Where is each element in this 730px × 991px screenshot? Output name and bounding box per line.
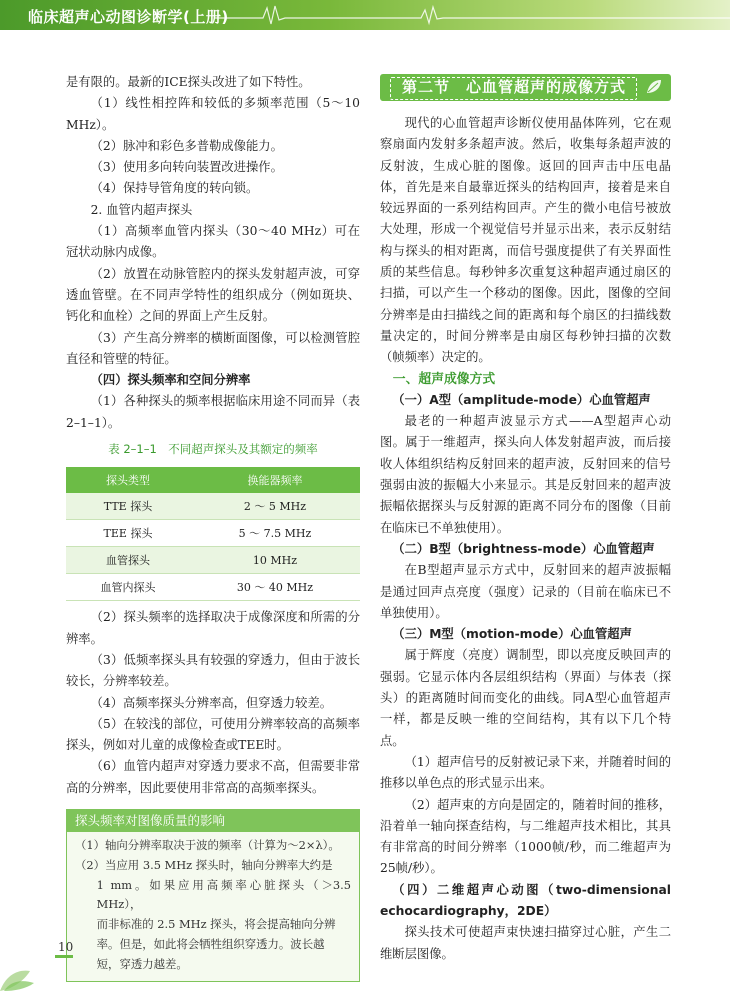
info-box-item: （1）轴向分辨率取决于波的频率（计算为～2×λ）。 [75, 838, 340, 853]
paragraph: （2）脉冲和彩色多普勒成像能力。 [90, 138, 283, 153]
subheading: （四）探头频率和空间分辨率 [90, 373, 251, 388]
table-cell: 5 ～ 7.5 MHz [190, 520, 360, 547]
table-cell: 30 ～ 40 MHz [190, 574, 360, 601]
info-box [66, 809, 360, 982]
paragraph: （1）超声信号的反射被记录下来，并随着时间的推移以单色点的形式显示出来。 [380, 754, 671, 791]
paragraph: （4）高频率探头分辨率高，但穿透力较差。 [90, 695, 333, 710]
table-header-cell: 探头类型 [66, 467, 190, 493]
paragraph: （5）在较浅的部位，可使用分辨率较高的高频率探头，例如对儿童的成像检查或TEE时。 [66, 716, 360, 753]
leaf-icon [645, 78, 663, 96]
paragraph: （1）各种探头的频率根据临床用途不同而异（表2–1–1）。 [66, 394, 360, 430]
subheading: （四）二维超声心动图（two-dimensional echocardiography，2DE） [380, 882, 671, 918]
paragraph: （3）产生高分辨率的横断面图像，可以检测管腔直径和管壁的特征。 [66, 330, 360, 366]
table-row [66, 520, 360, 547]
paragraph: 属于辉度（亮度）调制型，即以亮度反映回声的强弱。它显示体内各层组织结构（界面）与体表（探头）的距离随时间而变化的曲线。同A型心血管超声一样，都是反映一维的空间结构，其有以下几个特点。 [380, 648, 671, 748]
paragraph: 是有限的。最新的ICE探头改进了如下特性。 [66, 75, 311, 89]
table-header-cell: 换能器频率 [190, 467, 360, 493]
paragraph: 最老的一种超声波显示方式——A型超声心动图。属于一维超声，探头向人体发射超声波，而后接收人体组织结构反射回来的超声波，反射回来的信号强弱由波的振幅大小来显示。其是反射回来的超声波振幅依据探头与反射源的距离不同分布的图像（目前在临床已不单独使用）。 [380, 414, 671, 535]
paragraph: （2）探头频率的选择取决于成像深度和所需的分辨率。 [66, 610, 360, 646]
table-cell: TEE 探头 [66, 520, 190, 547]
leaf-decoration-icon [0, 951, 60, 991]
info-box-item-cont: 短，穿透力越差。 [96, 956, 188, 971]
paragraph: （6）血管内超声对穿透力要求不高，但需要非常高的分辨率，因此要使用非常高的高频率探头。 [66, 759, 360, 795]
header-bar [0, 0, 730, 30]
table-caption: 表 2–1–1 不同超声探头及其额定的频率 [108, 442, 318, 457]
paragraph: （2）放置在动脉管腔内的探头发射超声波，可穿透血管壁。在不同声学特性的组织成分（例如斑块、钙化和血栓）之间的界面上产生反射。 [66, 266, 360, 324]
subheading: （二）B型（brightness-mode）心血管超声 [392, 541, 655, 556]
info-box-item-cont: 1 mm。如果应用高频率心脏探头（＞3.5 MHz）， [96, 877, 351, 912]
subheading: 2. 血管内超声探头 [90, 202, 193, 217]
paragraph: （3）使用多向转向装置改进操作。 [90, 160, 283, 175]
table-cell: 10 MHz [190, 547, 360, 574]
subheading: （三）M型（motion-mode）心血管超声 [392, 627, 632, 642]
info-box-title: 探头频率对图像质量的影响 [67, 810, 359, 832]
paragraph: （1）线性相控阵和较低的多频率范围（5～10 MHz）。 [66, 96, 360, 132]
table-cell: 血管探头 [66, 547, 190, 574]
section-title: 第二节 心血管超声的成像方式 [402, 78, 627, 96]
subheading: 一、超声成像方式 [392, 371, 496, 387]
paragraph: 在B型超声显示方式中，反射回来的超声波振幅是通过回声点亮度（强度）记录的（目前在临床已不单独使用）。 [380, 563, 671, 620]
table-cell: TTE 探头 [66, 493, 190, 520]
subheading: （一）A型（amplitude-mode）心血管超声 [392, 392, 651, 407]
table-row [66, 493, 360, 520]
section-banner [380, 74, 671, 101]
table-cell: 血管内探头 [66, 574, 190, 601]
left-column [66, 72, 360, 982]
table-row [66, 574, 360, 601]
info-box-item-cont: 而非标准的 2.5 MHz 探头，将会提高轴向分辨 [96, 917, 336, 932]
info-box-body [67, 832, 359, 981]
heartbeat-wave-icon [215, 2, 730, 28]
table-header-row [66, 467, 360, 493]
table-row [66, 547, 360, 574]
info-box-item: （2）当应用 3.5 MHz 探头时，轴向分辨率大约是 [75, 857, 333, 872]
paragraph: 现代的心血管超声诊断仪使用晶体阵列，它在观察扇面内发射多条超声波。然后，收集每条超声波的反射波，生成心脏的图像。返回的回声击中压电晶体，首先是来自最靠近探头的结构回声，接着是来自较远界面的一系列结构回声。产生的微小电信号被放大处理，形成一个视觉信号并显示出来，表示反射结构与探头的相对距离，而信号强度提供了有关界面性质的某些信息。每秒钟多次重复这种超声通过扇区的扫描，可以产生一个移动的图像。因此，图像的空间分辨率是由扫描线之间的距离和每个扇区的扫描线数量决定的，时间分辨率是由扇区每秒钟扫描的次数（帧频率）决定的。 [380, 116, 671, 365]
page-number: 10 [58, 940, 74, 954]
paragraph: （1）高频率血管内探头（30～40 MHz）可在冠状动脉内成像。 [66, 224, 360, 260]
paragraph: （4）保持导管角度的转向锁。 [90, 181, 259, 196]
table-cell: 2 ～ 5 MHz [190, 493, 360, 520]
frequency-table [66, 467, 360, 601]
paragraph: （2）超声束的方向是固定的，随着时间的推移，沿着单一轴向探查结构，与二维超声技术相比，其具有非常高的时间分辨率（1000帧/秒，而二维超声为25帧/秒）。 [380, 797, 671, 876]
book-title: 临床超声心动图诊断学(上册) [28, 8, 229, 26]
paragraph: （3）低频率探头具有较强的穿透力，但由于波长较长，分辨率较差。 [66, 652, 360, 689]
info-box-item-cont: 率。但是，如此将会牺牲组织穿透力。波长越 [96, 937, 325, 951]
paragraph: 探头技术可使超声束快速扫描穿过心脏，产生二维断层图像。 [380, 925, 671, 961]
right-column [380, 72, 671, 965]
